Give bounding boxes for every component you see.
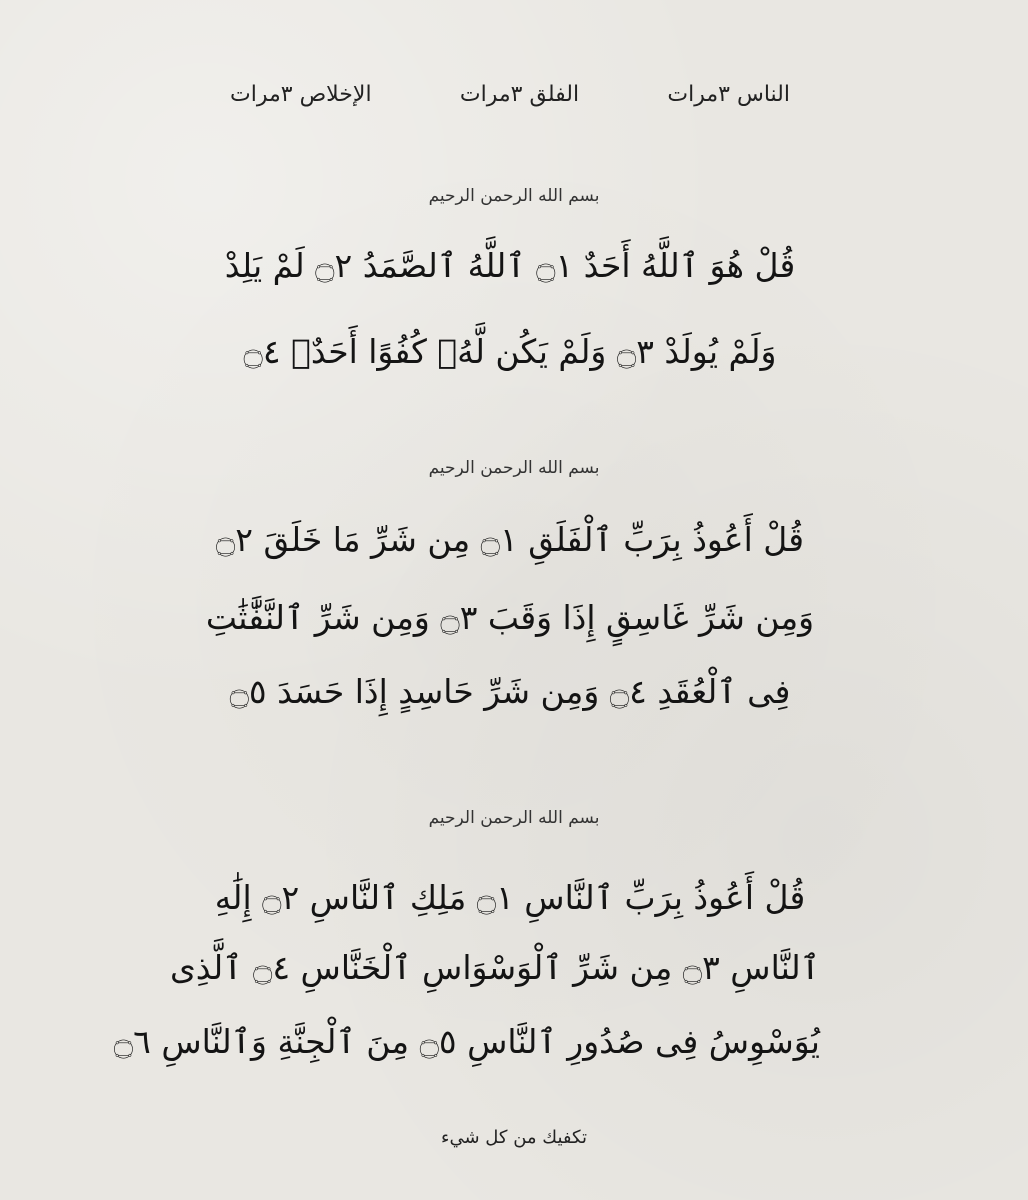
- surah-nas-line-1: قُلْ أَعُوذُ بِرَبِّ ٱلنَّاسِ ۝١ مَلِكِ ٱلنَّاسِ ۝٢ إِلَٰهِ: [214, 878, 806, 917]
- surah-nas-line-2: ٱلنَّاسِ ۝٣ مِن شَرِّ ٱلْوَسْوَاسِ ٱلْخَنَّاسِ ۝٤ ٱلَّذِى: [169, 948, 820, 987]
- header-falaq: الفلق ٣مرات: [459, 82, 580, 107]
- recitation-header: [230, 82, 790, 107]
- surah-falaq-line-2: وَمِن شَرِّ غَاسِقٍ إِذَا وَقَبَ ۝٣ وَمِن شَرِّ ٱلنَّفَّٰثَٰتِ: [205, 598, 815, 637]
- header-ikhlas: الإخلاص ٣مرات: [230, 82, 372, 107]
- surah-falaq-line-3: فِى ٱلْعُقَدِ ۝٤ وَمِن شَرِّ حَاسِدٍ إِذَا حَسَدَ ۝٥: [229, 672, 791, 711]
- surah-ikhlas-line-2: وَلَمْ يُولَدْ ۝٣ وَلَمْ يَكُن لَّهُۥ كُفُوًا أَحَدٌۢ ۝٤: [243, 332, 777, 371]
- basmala-falaq: بسم الله الرحمن الرحيم: [428, 458, 600, 478]
- basmala-nas: بسم الله الرحمن الرحيم: [428, 808, 600, 828]
- surah-falaq-line-1: قُلْ أَعُوذُ بِرَبِّ ٱلْفَلَقِ ۝١ مِن شَرِّ مَا خَلَقَ ۝٢: [215, 520, 805, 559]
- footer-caption: تكفيك من كل شيء: [441, 1127, 587, 1148]
- header-nas: الناس ٣مرات: [667, 82, 790, 107]
- basmala-ikhlas: بسم الله الرحمن الرحيم: [428, 186, 600, 206]
- surah-nas-line-3: يُوَسْوِسُ فِى صُدُورِ ٱلنَّاسِ ۝٥ مِنَ ٱلْجِنَّةِ وَٱلنَّاسِ ۝٦: [113, 1022, 820, 1061]
- surah-ikhlas-line-1: قُلْ هُوَ ٱللَّهُ أَحَدٌ ۝١ ٱللَّهُ ٱلصَّمَدُ ۝٢ لَمْ يَلِدْ: [224, 246, 796, 285]
